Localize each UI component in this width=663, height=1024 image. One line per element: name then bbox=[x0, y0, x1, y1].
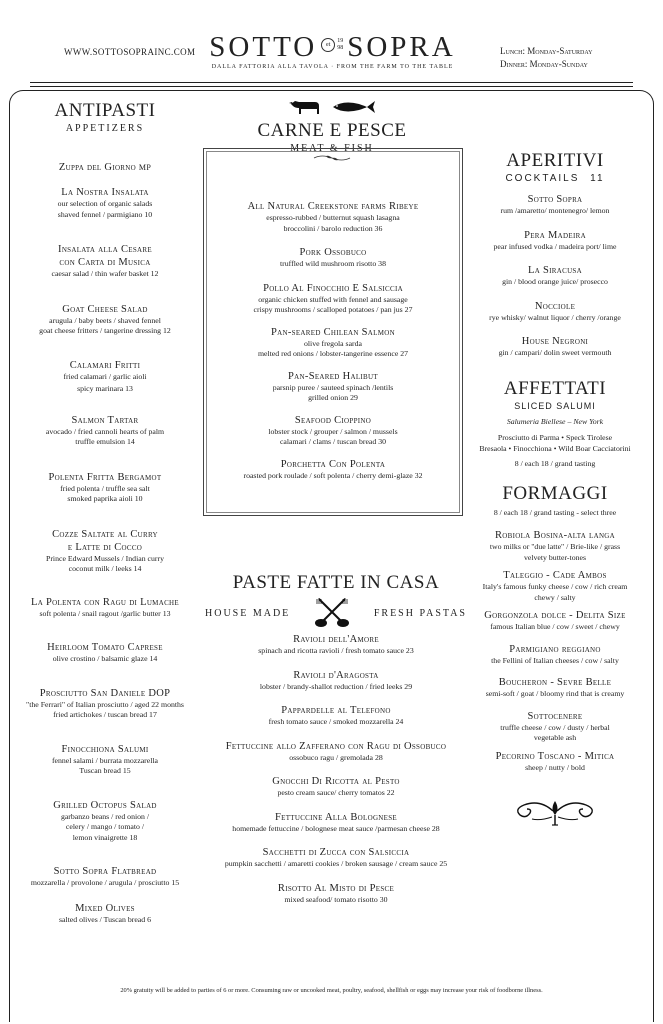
paste-subtitle-left: HOUSE MADE bbox=[205, 607, 291, 619]
item-desc: fried polenta / truffle sea salt bbox=[60, 483, 150, 493]
item-name: Finocchiona Salumi bbox=[61, 743, 149, 755]
menu-item bbox=[20, 687, 190, 721]
menu-item bbox=[20, 161, 190, 174]
menu-item bbox=[205, 775, 467, 799]
logo-year-bottom: 98 bbox=[337, 44, 344, 51]
item-name: Ravioli dell'Amore bbox=[293, 634, 379, 645]
paste-subtitle-row bbox=[205, 597, 467, 629]
menu-item bbox=[20, 743, 190, 777]
antipasti-section bbox=[20, 100, 190, 925]
item-desc: pumpkin sacchetti / amaretti cookies / broken sausage / cream sauce 25 bbox=[224, 859, 448, 868]
formaggi-prices: 8 / each 18 / grand tasting - select three bbox=[493, 507, 617, 517]
item-name: Pork Ossobuco bbox=[299, 247, 367, 258]
paste-subtitle-right: FRESH PASTAS bbox=[373, 607, 467, 619]
item-name: La Nostra Insalata bbox=[61, 187, 149, 198]
website-url[interactable]: WWW.SOTTOSOPRAINC.COM bbox=[64, 47, 196, 57]
item-name: Pan-seared Chilean Salmon bbox=[271, 326, 395, 338]
menu-item bbox=[20, 596, 190, 620]
menu-item bbox=[455, 643, 655, 667]
item-name: Gorgonzola dolce - Delita Size bbox=[484, 610, 626, 621]
item-desc: coconut milk / leeks 14 bbox=[68, 564, 142, 573]
item-desc: fried calamari / garlic aioli bbox=[63, 371, 147, 381]
item-desc: shaved fennel / parmigiano 10 bbox=[57, 209, 153, 219]
item-desc: smoked paprika aioli 10 bbox=[67, 494, 143, 503]
header-rule bbox=[30, 82, 633, 83]
item-desc: celery / mango / tomato / bbox=[65, 822, 145, 831]
menu-item bbox=[455, 676, 655, 700]
item-name: Pollo Al Finocchio E Salsiccia bbox=[263, 282, 403, 294]
menu-item bbox=[205, 633, 467, 657]
logo-word-right: SOPRA bbox=[347, 31, 456, 63]
menu-item bbox=[206, 326, 460, 360]
item-name: Zuppa del Giorno bbox=[58, 162, 136, 173]
item-desc: parsnip puree / sauteed spinach /lentils bbox=[272, 382, 394, 392]
item-name: Salmon Tartar bbox=[71, 414, 139, 426]
item-name: Insalata alla Cesare bbox=[58, 244, 152, 255]
logo-word-left: SOTTO bbox=[209, 31, 318, 63]
menu-item bbox=[455, 264, 655, 288]
item-name: Gnocchi Di Ricotta al Pesto bbox=[272, 776, 400, 787]
item-name: Pera Madeira bbox=[524, 229, 586, 241]
item-desc: arugula / baby beets / shaved fennel bbox=[49, 315, 161, 325]
item-desc: olive fregola sarda bbox=[303, 338, 363, 348]
item-name: La Siracusa bbox=[528, 265, 582, 276]
menu-item bbox=[205, 704, 467, 728]
item-price: MP bbox=[138, 163, 152, 172]
crossed-forks-icon bbox=[313, 597, 351, 629]
item-desc: pear infused vodka / madeira port/ lime bbox=[493, 241, 617, 251]
menu-item bbox=[455, 300, 655, 324]
aperitivi-subtitle-row bbox=[455, 173, 655, 184]
item-name: All Natural Creekstone farms Ribeye bbox=[247, 201, 419, 212]
item-desc: broccolini / barolo reduction 36 bbox=[283, 223, 383, 233]
fish-icon bbox=[333, 101, 375, 113]
carne-items bbox=[206, 200, 460, 481]
item-desc: truffle emulsion 14 bbox=[75, 437, 135, 446]
item-desc: truffled wild mushroom risotto 38 bbox=[280, 259, 386, 268]
item-desc: two milks or "due latte" / Brie-like / grass bbox=[489, 542, 621, 551]
menu-item bbox=[20, 528, 190, 575]
affettati-title: AFFETTATI bbox=[503, 377, 607, 399]
item-desc: Prince Edward Mussels / Indian curry bbox=[45, 553, 164, 563]
logo-tagline: DALLA FATTORIA ALLA TAVOLA · FROM THE FARM TO THE TABLE bbox=[211, 64, 454, 70]
item-name: Grilled Octopus Salad bbox=[53, 799, 157, 811]
affettati-line: Prosciutto di Parma • Speck Tirolese bbox=[497, 433, 613, 442]
item-desc: truffle cheese / cow / dusty / herbal bbox=[500, 722, 610, 732]
item-name: Fettuccine Alla Bolognese bbox=[274, 811, 398, 823]
item-name: Pecorino Toscano - Mitica bbox=[495, 750, 615, 762]
item-desc: crispy mushrooms / scalloped potatoes / pan jus 27 bbox=[253, 305, 413, 314]
menu-item bbox=[206, 458, 460, 482]
item-desc: organic chicken stuffed with fennel and sausage bbox=[258, 294, 408, 304]
affettati-subtitle: SLICED SALUMI bbox=[514, 400, 596, 411]
item-name-line2: e Latte di Cocco bbox=[67, 541, 143, 553]
item-name: Nocciole bbox=[534, 300, 576, 312]
menu-item bbox=[20, 186, 190, 220]
item-desc: salted olives / Tuscan bread 6 bbox=[58, 914, 152, 924]
menu-item bbox=[206, 414, 460, 448]
item-desc: our selection of organic salads bbox=[57, 199, 153, 208]
item-name: Sotto Sopra Flatbread bbox=[53, 866, 157, 877]
item-name: Robiola Bosina-alta langa bbox=[494, 530, 616, 541]
cow-fish-icon bbox=[287, 96, 377, 118]
item-desc: velvety butter-tones bbox=[524, 552, 586, 562]
menu-item bbox=[205, 882, 467, 906]
item-desc: "the Ferrari" of Italian prosciutto / aged 22 months bbox=[26, 699, 184, 709]
item-name: Sottocenere bbox=[527, 710, 583, 722]
menu-item bbox=[20, 865, 190, 889]
item-desc: rum /amaretto/ montenegro/ lemon bbox=[500, 206, 610, 215]
menu-item bbox=[455, 710, 655, 744]
item-name: Boucheron - Sevre Belle bbox=[498, 677, 612, 688]
item-desc: mixed seafood/ tomato risotto 30 bbox=[284, 894, 388, 904]
carne-title: CARNE E PESCE bbox=[257, 120, 407, 141]
item-name: Porchetta Con Polenta bbox=[280, 458, 386, 470]
item-desc: homemade fettuccine / bolognese meat sauce /parmesan cheese 28 bbox=[232, 823, 440, 833]
menu-item bbox=[455, 193, 655, 217]
menu-item bbox=[20, 471, 190, 505]
item-name: Pan-Seared Halibut bbox=[288, 370, 378, 382]
flourish-ornament-icon bbox=[510, 795, 600, 829]
item-desc: Italy's famous funky cheese / cow / rich cream bbox=[482, 582, 628, 591]
menu-item bbox=[206, 246, 460, 270]
menu-item bbox=[205, 846, 467, 870]
menu-item bbox=[455, 335, 655, 359]
cow-icon bbox=[289, 101, 319, 114]
menu-item bbox=[205, 740, 467, 764]
item-desc: gin / blood orange juice/ prosecco bbox=[502, 277, 608, 286]
item-name: Goat Cheese Salad bbox=[62, 303, 148, 315]
item-name: Pappardelle al Telefono bbox=[281, 705, 391, 716]
item-desc: the Fellini of Italian cheeses / cow / salty bbox=[491, 655, 619, 665]
item-desc: spicy marinara 13 bbox=[77, 384, 133, 393]
item-name: Fettuccine allo Zafferano con Ragu di Ossobuco bbox=[225, 740, 447, 752]
item-name: Sotto Sopra bbox=[527, 194, 583, 205]
aperitivi-section bbox=[455, 150, 655, 829]
menu-item bbox=[205, 669, 467, 693]
item-name: Heirloom Tomato Caprese bbox=[47, 642, 163, 653]
affettati-line: Bresaola • Finocchiona • Wild Boar Cacciatorini bbox=[479, 443, 631, 453]
menu-item bbox=[20, 359, 190, 395]
item-desc: espresso-rubbed / butternut squash lasagna bbox=[266, 213, 400, 222]
header-rule-thin bbox=[30, 86, 633, 87]
item-name: Seafood Cioppino bbox=[294, 414, 372, 426]
item-desc: goat cheese fritters / tangerine dressing 12 bbox=[39, 326, 171, 335]
item-desc: ossobuco ragu / gremolada 28 bbox=[289, 752, 383, 762]
logo-badge bbox=[321, 32, 343, 52]
menu-item bbox=[205, 811, 467, 835]
aperitivi-title: APERITIVI bbox=[506, 150, 604, 171]
logo-badge-circle: et bbox=[321, 38, 335, 52]
formaggi-title: FORMAGGI bbox=[502, 482, 608, 504]
item-desc: avocado / fried cannoli hearts of palm bbox=[45, 426, 165, 436]
item-desc: olive crostino / balsamic glaze 14 bbox=[52, 654, 158, 663]
affettati-prices: 8 / each 18 / grand tasting bbox=[514, 459, 596, 468]
item-name: Risotto Al Misto di Pesce bbox=[277, 882, 395, 894]
item-desc: fried artichokes / tuscan bread 17 bbox=[53, 710, 157, 719]
item-desc: sheep / nutty / bold bbox=[525, 762, 585, 772]
item-desc: gin / campari/ dolin sweet vermouth bbox=[498, 348, 612, 357]
item-desc: garbanzo beans / red onion / bbox=[60, 811, 150, 821]
item-name-line2: con Carta di Musica bbox=[59, 257, 151, 268]
paste-section bbox=[205, 572, 467, 905]
item-desc: lemon vinaigrette 18 bbox=[72, 832, 138, 842]
menu-item bbox=[20, 902, 190, 926]
item-name: Ravioli d'Aragosta bbox=[293, 669, 379, 681]
item-desc: lobster stock / grouper / salmon / mussels bbox=[268, 426, 398, 436]
item-name: Calamari Fritti bbox=[69, 359, 141, 371]
antipasti-subtitle: APPETIZERS bbox=[65, 123, 145, 134]
item-desc: semi-soft / goat / bloomy rind that is creamy bbox=[485, 689, 625, 698]
carne-subtitle: MEAT & FISH bbox=[290, 143, 374, 154]
item-desc: grilled onion 29 bbox=[308, 393, 358, 402]
item-name: Prosciutto San Daniele DOP bbox=[39, 687, 171, 699]
menu-item bbox=[455, 750, 655, 774]
item-desc: soft polenta / snail ragout /garlic butter 13 bbox=[39, 608, 171, 618]
menu-item bbox=[455, 569, 655, 603]
paste-title: PASTE FATTE IN CASA bbox=[232, 572, 440, 593]
item-name: Sacchetti di Zucca con Salsiccia bbox=[262, 847, 410, 858]
dinner-hours: Dinner: Monday-Sunday bbox=[500, 59, 588, 69]
aperitivi-subtitle: COCKTAILS bbox=[505, 173, 580, 184]
item-desc: famous Italian blue / cow / sweet / chewy bbox=[490, 622, 620, 631]
menu-item bbox=[20, 799, 190, 844]
aperitivi-price: 11 bbox=[590, 173, 605, 184]
item-desc: chewy / salty bbox=[534, 592, 576, 602]
menu-item bbox=[20, 641, 190, 665]
hours-info bbox=[500, 45, 592, 71]
item-desc: pesto cream sauce/ cherry tomatos 22 bbox=[277, 788, 395, 797]
item-name: Polenta Fritta Bergamot bbox=[48, 471, 162, 483]
item-desc: spinach and ricotta ravioli / fresh tomato sauce 23 bbox=[258, 646, 414, 655]
item-desc: fresh tomato sauce / smoked mozzarella 24 bbox=[268, 717, 404, 726]
item-desc: calamari / clams / tuscan bread 30 bbox=[279, 437, 387, 446]
item-name: House Negroni bbox=[521, 336, 589, 347]
menu-item bbox=[20, 303, 190, 337]
menu-item bbox=[455, 229, 655, 253]
item-desc: fennel salami / burrata mozzarella bbox=[51, 755, 159, 765]
menu-item bbox=[206, 200, 460, 234]
menu-item bbox=[455, 609, 655, 633]
menu-item bbox=[455, 529, 655, 563]
item-desc: melted red onions / lobster-tangerine essence 27 bbox=[257, 349, 409, 358]
antipasti-title: ANTIPASTI bbox=[54, 100, 156, 121]
logo-year-top: 19 bbox=[337, 37, 344, 44]
menu-item bbox=[206, 282, 460, 316]
item-desc: mozzarella / provolone / arugula / prosciutto 15 bbox=[30, 878, 180, 887]
restaurant-logo bbox=[205, 32, 460, 70]
menu-item bbox=[20, 414, 190, 448]
item-name: Parmigiano reggiano bbox=[509, 643, 601, 655]
item-name: La Polenta con Ragu di Lumache bbox=[31, 596, 179, 608]
item-desc: roasted pork roulade / soft polenta / cherry demi-glaze 32 bbox=[243, 470, 423, 480]
footnote: 20% gratuity will be added to parties of 6 or more. Consuming raw or uncooked meat, poultry, seafood, shellfish or eggs may increase your risk of foodborne illness. bbox=[120, 987, 543, 994]
item-desc: caesar salad / thin wafer basket 12 bbox=[51, 269, 159, 278]
item-name: Taleggio - Cade Ambos bbox=[503, 570, 607, 581]
affettati-note: Salumeria Biellese – New York bbox=[506, 416, 604, 426]
item-desc: vegetable ash bbox=[533, 733, 577, 742]
item-desc: Tuscan bread 15 bbox=[79, 766, 131, 775]
menu-item bbox=[206, 370, 460, 404]
item-desc: rye whisky/ walnut liquor / cherry /orange bbox=[489, 312, 621, 322]
menu-item bbox=[20, 243, 190, 280]
lunch-hours: Lunch: Monday-Saturday bbox=[500, 46, 593, 56]
item-desc: lobster / brandy-shallot reduction / fried leeks 29 bbox=[259, 681, 413, 691]
item-name: Cozze Saltate al Curry bbox=[52, 528, 158, 540]
item-name: Mixed Olives bbox=[75, 902, 135, 914]
